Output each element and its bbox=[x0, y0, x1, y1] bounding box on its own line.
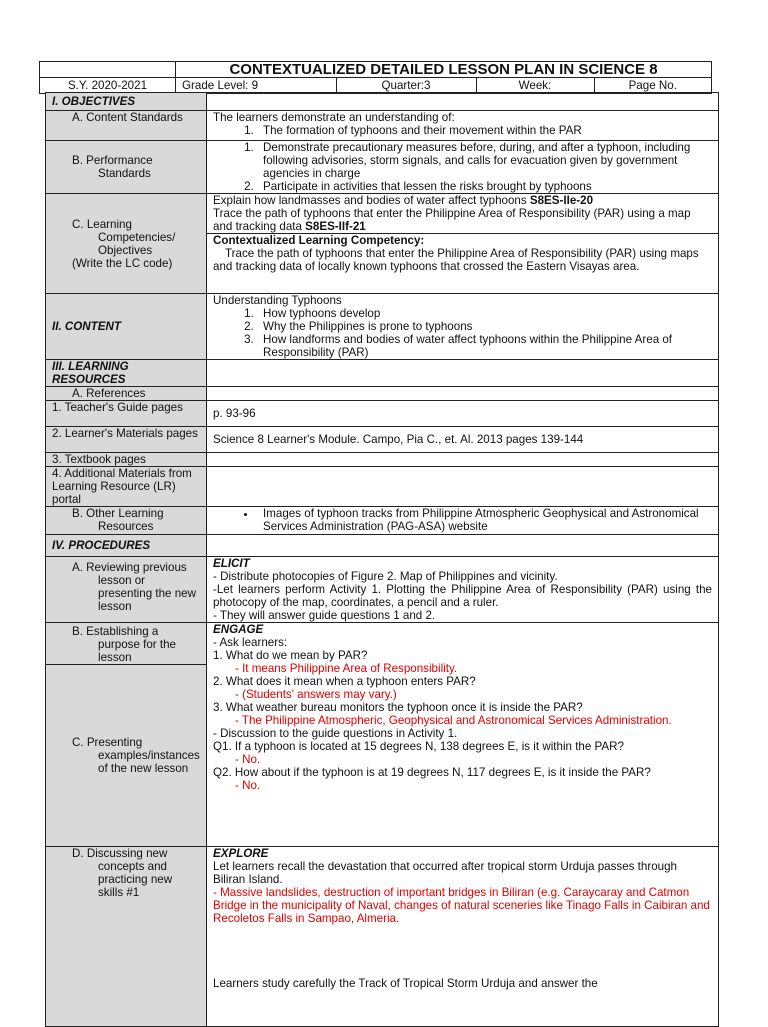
engage-answer: - It means Philippine Area of Responsibility. bbox=[235, 662, 458, 675]
teachers-guide-label: 1. Teacher's Guide pages bbox=[46, 401, 207, 427]
procedure-d-label: D. Discussing new concepts and practicing new skills #1 bbox=[46, 847, 207, 1027]
school-year: S.Y. 2020-2021 bbox=[40, 78, 176, 94]
other-resources-label: B. Other Learning Resources bbox=[46, 507, 207, 535]
learners-materials-label: 2. Learner's Materials pages bbox=[46, 427, 207, 453]
engage-question: 3. What weather bureau monitors the typhoon once it is inside the PAR? bbox=[213, 701, 583, 714]
learning-competencies-cell: Explain how landmasses and bodies of water affect typhoons S8ES-IIe-20 Trace the path of typhoons that enter the Philippine Area of Responsibility (PAR) using a map and tracking data S8ES-IIf-21 Contextualized Learning Competency: Trace the path of typhoons that enter the Philippine Area of Responsibility (PAR) using maps and tracking data of locally known typhoons that crossed the Eastern Visayas area. bbox=[207, 194, 719, 294]
header-blank-cell bbox=[40, 62, 176, 78]
elicit-heading: ELICIT bbox=[213, 557, 250, 570]
content-item: 3. How landforms and bodies of water affect typhoons within the Philippine Area of Responsibility (PAR) bbox=[257, 333, 712, 359]
lesson-plan-table bbox=[45, 92, 719, 1027]
content-heading: II. CONTENT bbox=[46, 294, 207, 360]
learning-competencies-label: C. Learning Competencies/ Objectives (Write the LC code) bbox=[46, 194, 207, 294]
explore-answer: - Massive landslides, destruction of important bridges in Biliran (e.g. Caraycaray and Catmon Bridge in the municipality of Naval, changes of natural sceneries like Tinago Falls in Caibiran and Recoletos Falls in Sampao, Almeria. bbox=[213, 886, 710, 925]
resources-heading: III. LEARNING RESOURCES bbox=[46, 360, 207, 387]
additional-materials-label: 4. Additional Materials from Learning Resource (LR) portal bbox=[46, 467, 207, 507]
guide-answer: - No. bbox=[235, 753, 261, 766]
explore-cell bbox=[207, 847, 719, 1027]
performance-standards-label: B. Performance Standards bbox=[46, 141, 207, 194]
content-item: 2. Why the Philippines is prone to typhoons bbox=[257, 320, 712, 333]
procedure-a-label: A. Reviewing previous lesson or presenting the new lesson bbox=[46, 557, 207, 623]
learners-materials-value: Science 8 Learner's Module. Campo, Pia C., et. Al. 2013 pages 139-144 bbox=[207, 427, 719, 453]
performance-standard-item: 1. Demonstrate precautionary measures before, during, and after a typhoon, including following advisories, storm signals, and calls for evacuation given by government agencies in charge bbox=[257, 141, 712, 180]
elicit-line: -Let learners perform Activity 1. Plotting the Philippine Area of Responsibility (PAR) using the photocopy of the map, coordinates, a pencil and a ruler. bbox=[213, 583, 712, 609]
week: Week: bbox=[476, 78, 594, 93]
explore-heading: EXPLORE bbox=[213, 847, 269, 860]
lc-code: S8ES-IIf-21 bbox=[305, 220, 366, 233]
objectives-heading: I. OBJECTIVES bbox=[46, 93, 207, 111]
explore-last-line: Learners study carefully the Track of Tropical Storm Urduja and answer the bbox=[213, 977, 598, 990]
engage-answer: - The Philippine Atmospheric, Geophysical and Astronomical Services Administration. bbox=[235, 714, 672, 727]
engage-cell: ENGAGE - Ask learners: 1. What do we mean by PAR? - It means Philippine Area of Responsibility. 2. What does it mean when a typhoon enters PAR? - (Students' answers may vary.) 3. What weather bureau monitors the typhoon once it is inside the PAR? - The Philippine Atmospheric, Geophysical and Astronomical Services Administration. - Discussion to the guide questions in Activity 1. Q1. If a typhoon is located at 15 degrees N, 138 degrees E, is it within the PAR? - No. Q2. How about if the typhoon is at 19 degrees N, 117 degrees E, is it inside the PAR? - No. bbox=[207, 623, 719, 847]
procedure-b-label: B. Establishing a purpose for the lesson bbox=[46, 623, 207, 665]
elicit-line: - They will answer guide questions 1 and 2. bbox=[213, 609, 436, 622]
page-no: Page No. bbox=[628, 79, 677, 92]
header-table bbox=[39, 61, 712, 94]
engage-heading: ENGAGE bbox=[213, 623, 264, 636]
guide-question: Q2. How about if the typhoon is at 19 degrees N, 117 degrees E, is it inside the PAR? bbox=[213, 766, 651, 779]
explore-text: Let learners recall the devastation that occurred after tropical storm Urduja passes through Biliran Island. bbox=[213, 860, 677, 886]
contextualized-text: Trace the path of typhoons that enter the Philippine Area of Responsibility (PAR) using maps and tracking data of locally known typhoons that crossed the Eastern Visayas area. bbox=[213, 247, 699, 273]
performance-standard-item: 2. Participate in activities that lessen the risks brought by typhoons bbox=[257, 180, 712, 193]
textbook-label: 3. Textbook pages bbox=[46, 453, 207, 467]
performance-standards-cell bbox=[207, 141, 719, 194]
content-title: Understanding Typhoons bbox=[213, 294, 342, 307]
content-standards-cell bbox=[207, 111, 719, 141]
lc-code-note: (Write the LC code) bbox=[72, 256, 173, 270]
elicit-line: - Distribute photocopies of Figure 2. Map of Philippines and vicinity. bbox=[213, 570, 558, 583]
procedures-heading: IV. PROCEDURES bbox=[46, 535, 207, 557]
engage-question: 2. What does it mean when a typhoon enters PAR? bbox=[213, 675, 476, 688]
content-standards-intro: The learners demonstrate an understanding of: bbox=[213, 111, 455, 124]
contextualized-heading: Contextualized Learning Competency: bbox=[213, 234, 425, 247]
engage-answer: - (Students' answers may vary.) bbox=[235, 688, 397, 701]
content-cell bbox=[207, 294, 719, 360]
content-standard-item: 1. The formation of typhoons and their movement within the PAR bbox=[257, 124, 712, 137]
content-standards-label: A. Content Standards bbox=[46, 111, 207, 141]
header-info-row bbox=[176, 78, 711, 93]
procedure-c-label: C. Presenting examples/instances of the new lesson bbox=[46, 665, 207, 847]
lc-code: S8ES-IIe-20 bbox=[529, 194, 594, 207]
elicit-cell bbox=[207, 557, 719, 623]
content-item: 1. How typhoons develop bbox=[257, 307, 712, 320]
guide-answer: - No. bbox=[235, 779, 261, 792]
engage-question: 1. What do we mean by PAR? bbox=[213, 649, 368, 662]
other-resources-cell bbox=[207, 507, 719, 535]
document-title: CONTEXTUALIZED DETAILED LESSON PLAN IN SCIENCE 8 bbox=[176, 62, 712, 78]
references-label: A. References bbox=[46, 387, 207, 401]
grade-level: Grade Level: 9 bbox=[176, 78, 336, 93]
teachers-guide-value: p. 93-96 bbox=[207, 401, 719, 427]
quarter: Quarter:3 bbox=[336, 78, 476, 93]
other-resource-item: • Images of typhoon tracks from Philippine Atmospheric Geophysical and Astronomical Services Administration (PAG-ASA) website bbox=[257, 507, 712, 533]
guide-question: Q1. If a typhoon is located at 15 degrees N, 138 degrees E, is it within the PAR? bbox=[213, 740, 624, 753]
